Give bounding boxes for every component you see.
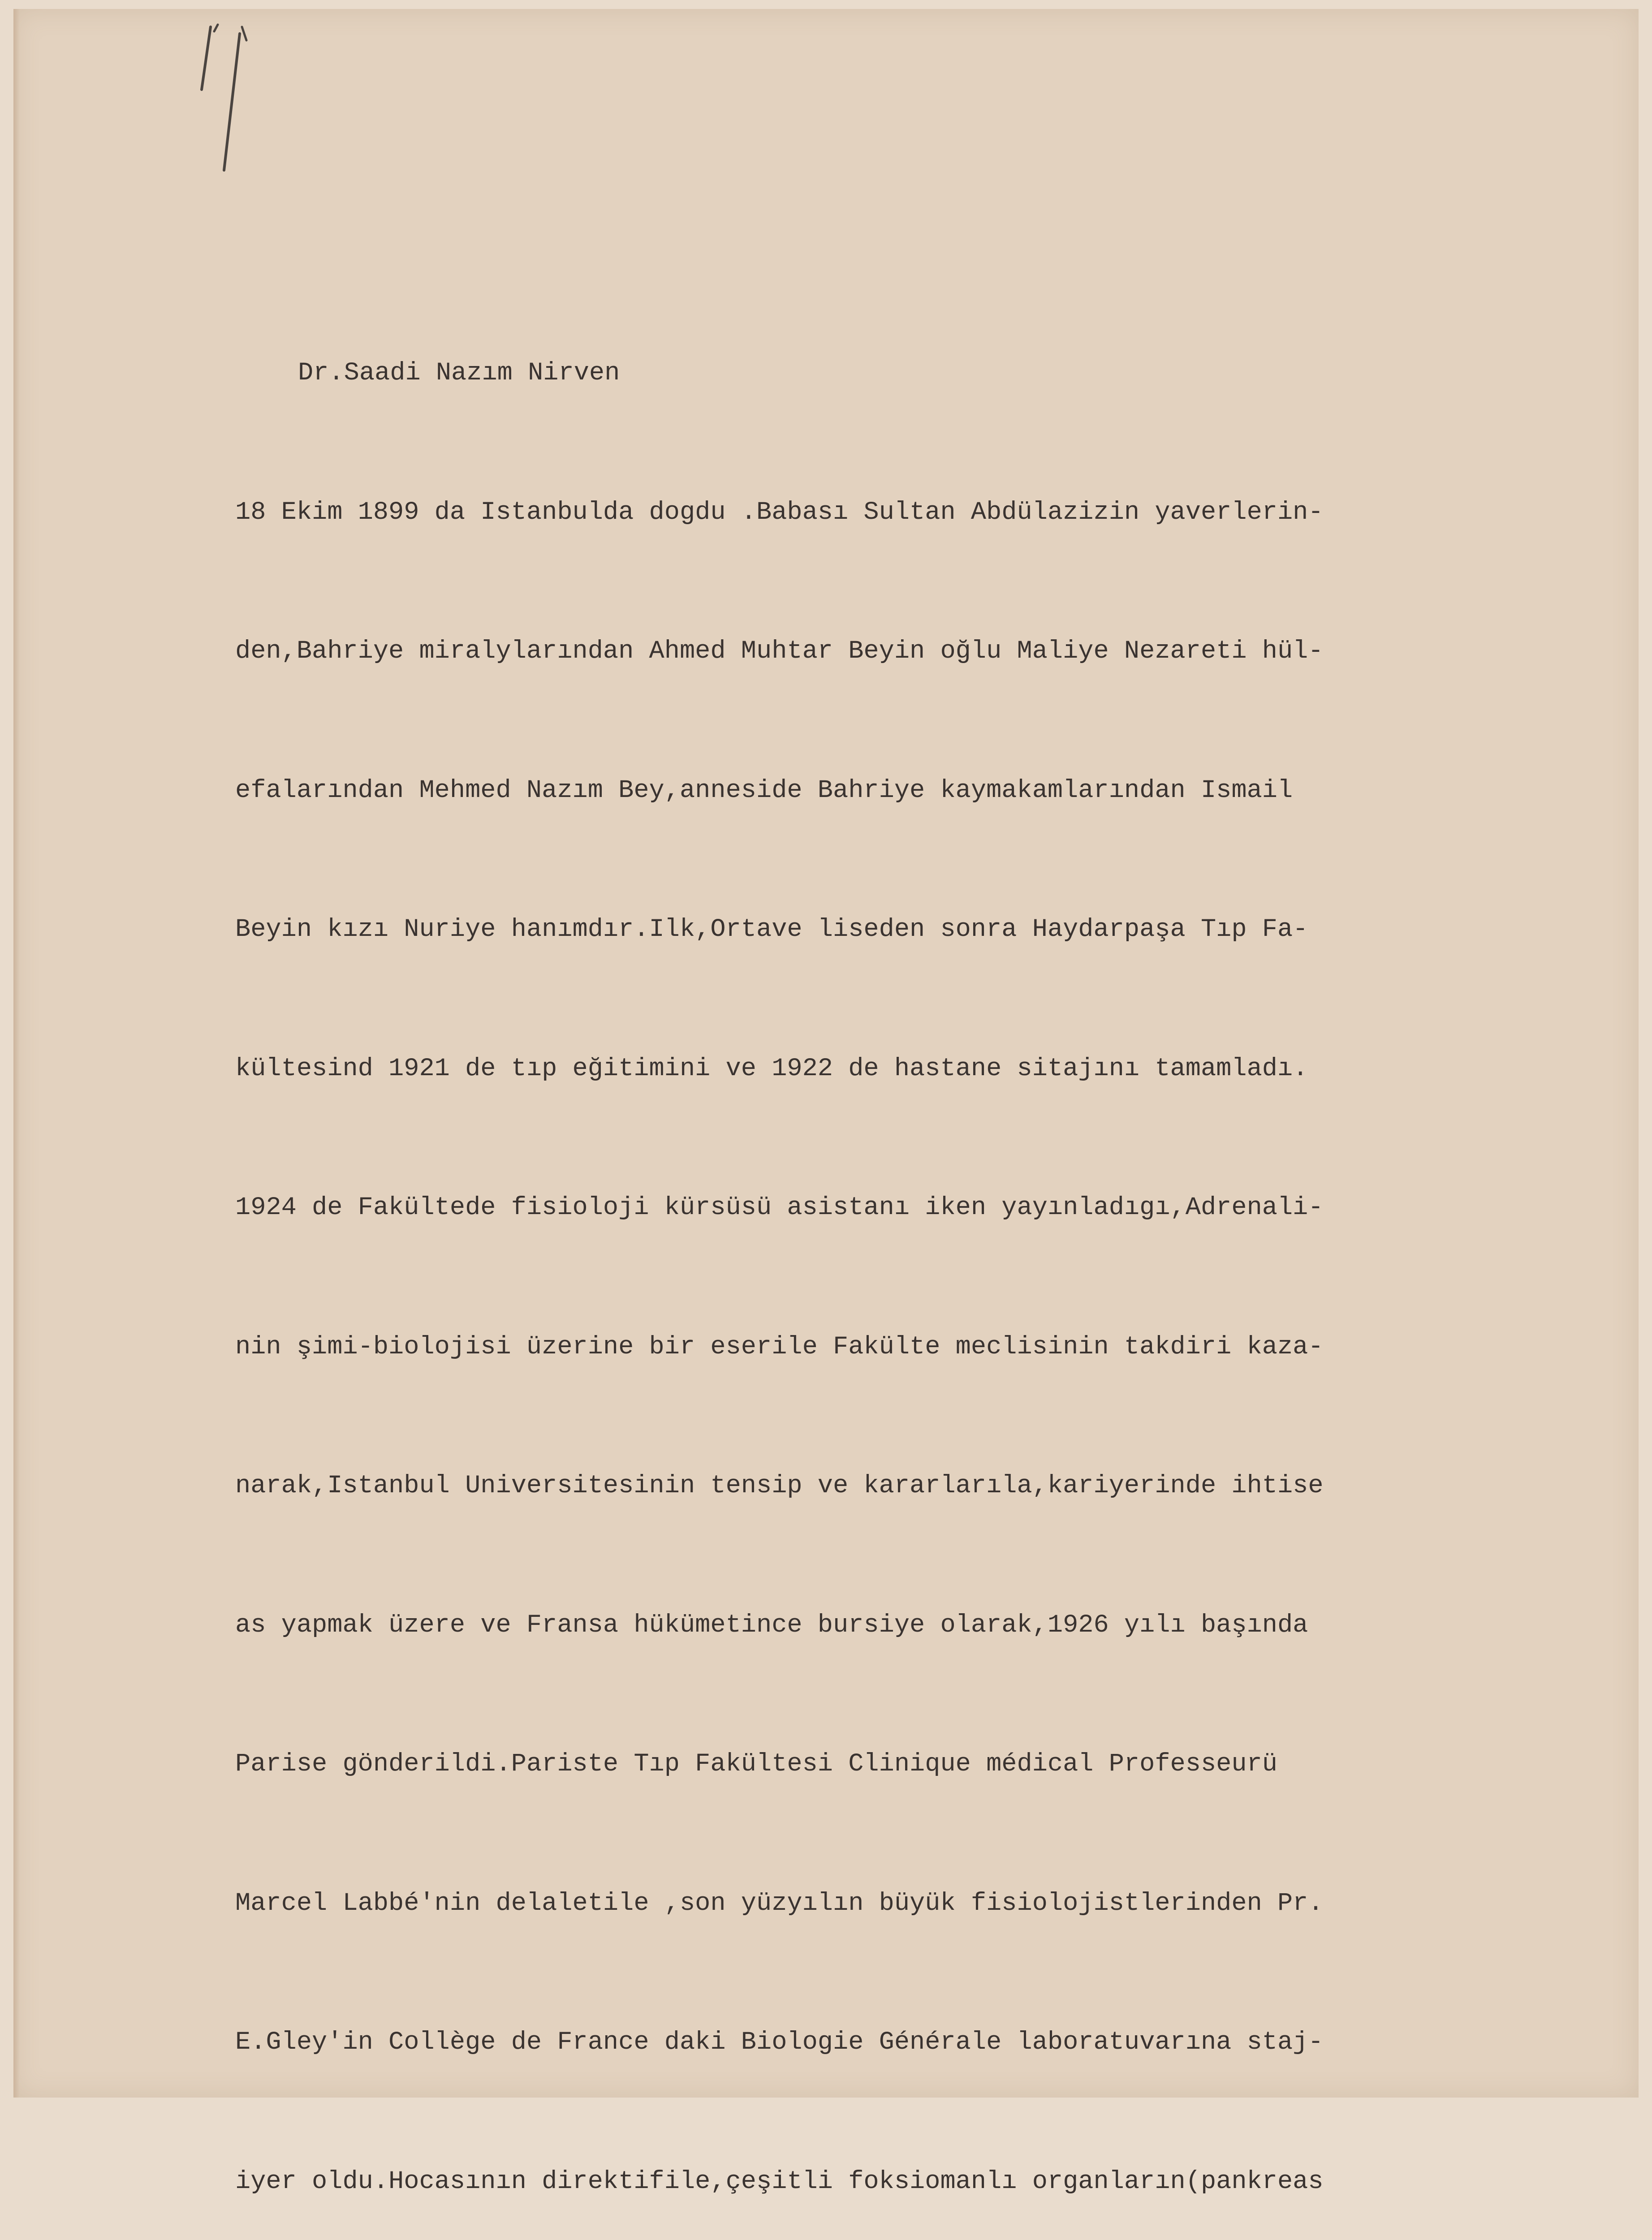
page-edge bbox=[13, 9, 20, 2098]
pencil-marks bbox=[193, 22, 264, 184]
pencil-stroke-2 bbox=[214, 25, 218, 31]
text-line: efalarından Mehmed Nazım Bey,anneside Bahriye kaymakamlarından Ismail bbox=[235, 776, 1293, 805]
document-heading: Dr.Saadi Nazım Nirven bbox=[298, 359, 620, 388]
text-line: as yapmak üzere ve Fransa hükümetince bursiye olarak,1926 yılı başında bbox=[235, 1611, 1308, 1640]
pencil-stroke-1 bbox=[202, 27, 211, 90]
text-line: narak,Istanbul Universitesinin tensip ve kararlarıla,kariyerinde ihtise bbox=[235, 1472, 1324, 1500]
pencil-stroke-3 bbox=[224, 34, 240, 170]
document-page bbox=[13, 9, 1639, 2196]
text-line: 1924 de Fakültede fisioloji kürsüsü asistanı iken yayınladıgı,Adrenali- bbox=[235, 1193, 1324, 1222]
text-line: kültesind 1921 de tıp eğitimini ve 1922 de hastane sitajını tamamladı. bbox=[235, 1054, 1308, 1083]
text-line: iyer oldu.Hocasının direktifile,çeşitli foksiomanlı organların(pankreas bbox=[235, 2167, 1324, 2196]
pencil-stroke-4 bbox=[242, 27, 246, 40]
text-line: 18 Ekim 1899 da Istanbulda dogdu .Babası Sultan Abdülazizin yaverlerin- bbox=[235, 498, 1324, 527]
typed-text-block bbox=[235, 258, 1561, 2240]
text-line: den,Bahriye miralylarından Ahmed Muhtar Beyin oğlu Maliye Nezareti hül- bbox=[235, 637, 1324, 666]
text-line: Marcel Labbé'nin delaletile ,son yüzyılın büyük fisiolojistlerinden Pr. bbox=[235, 1889, 1324, 1918]
text-line: nin şimi-biolojisi üzerine bir eserile Fakülte meclisinin takdiri kaza- bbox=[235, 1332, 1324, 1361]
text-line: Beyin kızı Nuriye hanımdır.Ilk,Ortave liseden sonra Haydarpaşa Tıp Fa- bbox=[235, 915, 1308, 944]
text-line: E.Gley'in Collège de France daki Biologie Générale laboratuvarına staj- bbox=[235, 2028, 1324, 2057]
text-line: Parise gönderildi.Pariste Tıp Fakültesi Clinique médical Professeurü bbox=[235, 1750, 1277, 1779]
